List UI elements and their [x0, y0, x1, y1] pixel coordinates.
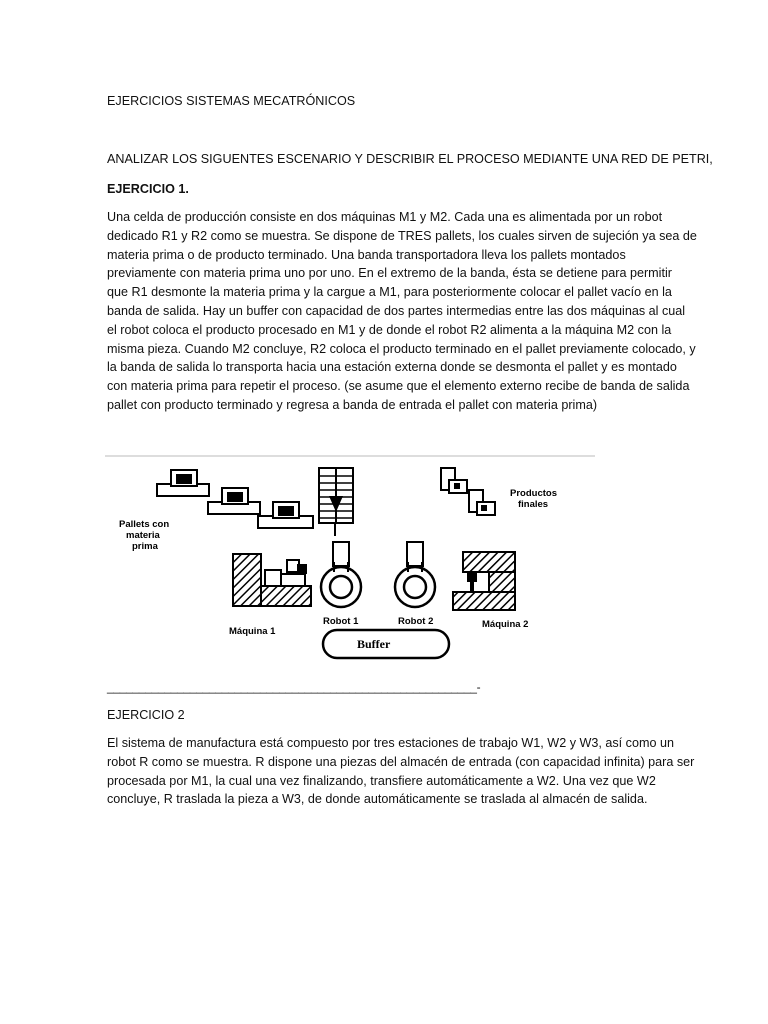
paragraph-line: la banda de salida lo transporta hacia una estación externa donde se desmonta el pallet y es montado: [107, 360, 677, 375]
paragraph-line: con materia prima para repetir el proceso. (se asume que el elemento externo recibe de banda de salida: [107, 379, 690, 394]
paragraph-line: banda de salida. Hay un buffer con capacidad de dos partes intermedias entre las dos máquinas al cual: [107, 303, 686, 318]
finished-product-icon: [441, 468, 467, 493]
products-label: Productos: [510, 488, 557, 499]
machine-1-icon: [233, 554, 311, 606]
paragraph-line: dedicado R1 y R2 como se muestra. Se dispone de TRES pallets, los cuales sirven de sujeción ya sea de: [107, 228, 697, 243]
exercise-1-paragraph: [107, 208, 707, 415]
buffer-label: Buffer: [357, 637, 391, 651]
machine-1-label: Máquina 1: [229, 626, 276, 637]
exercise-2-heading: EJERCICIO 2: [107, 708, 185, 722]
products-label: finales: [518, 499, 549, 510]
paragraph-line: el robot coloca el producto procesado en M1 y de donde el robot R2 alimenta a la máquina M2 con la: [107, 322, 672, 337]
machine-2-label: Máquina 2: [482, 619, 529, 630]
paragraph-line: Una celda de producción consiste en dos máquinas M1 y M2. Cada una es alimentada por un robot: [107, 210, 663, 224]
pallets-label: materia: [126, 530, 160, 541]
instruction-text: ANALIZAR LOS SIGUENTES ESCENARIO Y DESCRIBIR EL PROCESO MEDIANTE UNA RED DE PETRI,: [107, 152, 713, 166]
paragraph-line: misma pieza. Cuando M2 concluye, R2 coloca el producto terminado en el pallet previamente colocado, y: [107, 341, 696, 356]
robot-2-icon: [395, 542, 435, 607]
machine-2-icon: [453, 552, 515, 610]
paragraph-line: concluye, R traslada la pieza a W3, de donde automáticamente se traslada al almacén de salida.: [107, 792, 648, 807]
robot-1-icon: [321, 542, 361, 607]
conveyor-belt-icon: [319, 468, 353, 536]
paragraph-line: El sistema de manufactura está compuesto por tres estaciones de trabajo W1, W2 y W3, así como un: [107, 736, 674, 750]
separator-line: __________________________________________________________-: [107, 680, 481, 694]
paragraph-line: materia prima o de producto terminado. Una banda transportadora lleva los pallets montados: [107, 247, 626, 262]
paragraph-line: procesada por M1, la cual una vez finalizando, transfiere automáticamente a W2. Una vez que W2: [107, 773, 656, 788]
pallet-icon: [258, 502, 313, 528]
pallets-label: prima: [132, 541, 158, 552]
pallets-label: Pallets con: [119, 519, 170, 530]
paragraph-line: que R1 desmonte la materia prima y la cargue a M1, para posteriormente colocar el pallet vacío en la: [107, 285, 672, 300]
finished-product-icon: [469, 490, 495, 515]
pallet-icon: [208, 488, 260, 514]
exercise-2-paragraph: [107, 734, 707, 809]
robot-1-label: Robot 1: [323, 616, 359, 627]
document-title: EJERCICIOS SISTEMAS MECATRÓNICOS: [107, 94, 356, 108]
paragraph-line: previamente con materia prima uno por uno. En el extremo de la banda, ésta se detiene para permitir: [107, 266, 672, 281]
robot-2-label: Robot 2: [398, 616, 434, 627]
paragraph-line: robot R como se muestra. R dispone una piezas del almacén de entrada (con capacidad infinita) para ser: [107, 754, 695, 769]
exercise-1-heading: EJERCICIO 1.: [107, 182, 189, 196]
paragraph-line: pallet con producto terminado y regresa a banda de entrada el pallet con materia prima): [107, 397, 598, 412]
production-cell-figure: [105, 452, 595, 670]
buffer-icon: [323, 630, 449, 658]
pallet-icon: [157, 470, 209, 496]
